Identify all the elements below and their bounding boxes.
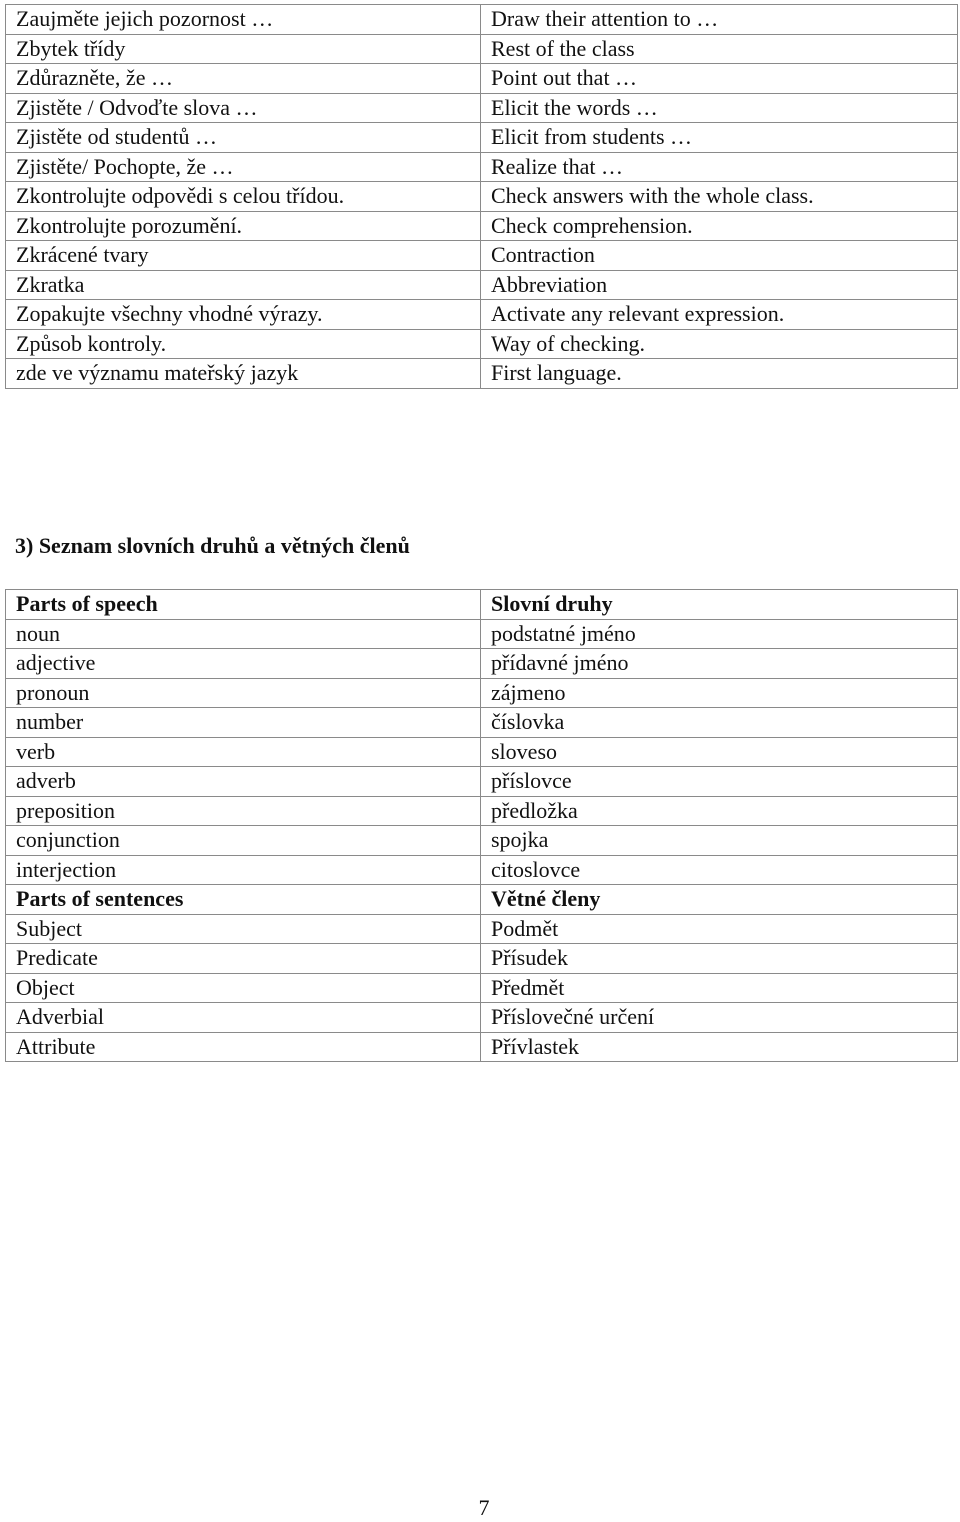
glossary-row-left-cell: Způsob kontroly. [6, 329, 481, 359]
speech-row-left-cell: Adverbial [6, 1003, 481, 1033]
glossary-row-left-cell: zde ve významu mateřský jazyk [6, 359, 481, 389]
speech-row-left-cell: conjunction [6, 826, 481, 856]
speech-row-right-cell: příslovce [481, 767, 958, 797]
speech-row-left-cell: Object [6, 973, 481, 1003]
glossary-row [6, 5, 958, 35]
glossary-row-right-cell: Realize that … [481, 152, 958, 182]
speech-row-right-cell: zájmeno [481, 678, 958, 708]
glossary-row-right-cell: Contraction [481, 241, 958, 271]
speech-row-right-cell: předložka [481, 796, 958, 826]
speech-row-right-cell: Podmět [481, 914, 958, 944]
glossary-row-left-cell: Zdůrazněte, že … [6, 64, 481, 94]
speech-row-right-cell: Přívlastek [481, 1032, 958, 1062]
speech-row-right-cell: Předmět [481, 973, 958, 1003]
glossary-row-left-cell: Zjistěte / Odvoďte slova … [6, 93, 481, 123]
speech-row-right-cell: Větné členy [481, 885, 958, 915]
glossary-row-right-cell: First language. [481, 359, 958, 389]
glossary-row [6, 152, 958, 182]
speech-row-right-cell: číslovka [481, 708, 958, 738]
glossary-row-left-cell: Zjistěte/ Pochopte, že … [6, 152, 481, 182]
speech-row-right-cell: Slovní druhy [481, 590, 958, 620]
speech-row [6, 885, 958, 915]
speech-row-right-cell: spojka [481, 826, 958, 856]
speech-row [6, 796, 958, 826]
glossary-row [6, 123, 958, 153]
speech-row [6, 826, 958, 856]
glossary-row-left-cell: Zjistěte od studentů … [6, 123, 481, 153]
glossary-table-body [6, 5, 958, 389]
glossary-row-right-cell: Check answers with the whole class. [481, 182, 958, 212]
speech-row [6, 649, 958, 679]
glossary-row-left-cell: Zkontrolujte odpovědi s celou třídou. [6, 182, 481, 212]
speech-row-left-cell: noun [6, 619, 481, 649]
glossary-row-right-cell: Elicit the words … [481, 93, 958, 123]
speech-row-left-cell: Predicate [6, 944, 481, 974]
speech-row-right-cell: přídavné jméno [481, 649, 958, 679]
speech-row [6, 1032, 958, 1062]
speech-row-left-cell: Subject [6, 914, 481, 944]
speech-row [6, 678, 958, 708]
speech-row [6, 944, 958, 974]
speech-row-left-cell: adverb [6, 767, 481, 797]
speech-row-right-cell: sloveso [481, 737, 958, 767]
glossary-row-right-cell: Elicit from students … [481, 123, 958, 153]
glossary-row [6, 329, 958, 359]
speech-row [6, 1003, 958, 1033]
glossary-row [6, 93, 958, 123]
speech-row [6, 737, 958, 767]
speech-row-left-cell: Attribute [6, 1032, 481, 1062]
parts-of-speech-table-body [6, 590, 958, 1062]
glossary-row [6, 182, 958, 212]
glossary-row [6, 34, 958, 64]
speech-row-right-cell: Přísudek [481, 944, 958, 974]
glossary-row [6, 359, 958, 389]
speech-row-left-cell: preposition [6, 796, 481, 826]
speech-row [6, 914, 958, 944]
glossary-row-right-cell: Rest of the class [481, 34, 958, 64]
glossary-table [5, 4, 958, 389]
glossary-row [6, 64, 958, 94]
speech-row [6, 590, 958, 620]
glossary-row-left-cell: Zkrácené tvary [6, 241, 481, 271]
speech-row-left-cell: verb [6, 737, 481, 767]
glossary-row-right-cell: Draw their attention to … [481, 5, 958, 35]
speech-row-left-cell: number [6, 708, 481, 738]
glossary-row-right-cell: Activate any relevant expression. [481, 300, 958, 330]
glossary-row-right-cell: Abbreviation [481, 270, 958, 300]
glossary-row-right-cell: Check comprehension. [481, 211, 958, 241]
speech-row-right-cell: podstatné jméno [481, 619, 958, 649]
glossary-row [6, 270, 958, 300]
speech-row [6, 767, 958, 797]
speech-row [6, 855, 958, 885]
section-heading: 3) Seznam slovních druhů a větných členů [15, 533, 410, 558]
speech-row-left-cell: adjective [6, 649, 481, 679]
glossary-row [6, 211, 958, 241]
parts-of-speech-table [5, 589, 958, 1062]
speech-row-left-cell: interjection [6, 855, 481, 885]
speech-row [6, 708, 958, 738]
speech-row-left-cell: Parts of sentences [6, 885, 481, 915]
speech-row-right-cell: citoslovce [481, 855, 958, 885]
speech-row [6, 973, 958, 1003]
speech-row-right-cell: Příslovečné určení [481, 1003, 958, 1033]
glossary-row-left-cell: Zaujměte jejich pozornost … [6, 5, 481, 35]
speech-row [6, 619, 958, 649]
glossary-row-right-cell: Point out that … [481, 64, 958, 94]
glossary-row-right-cell: Way of checking. [481, 329, 958, 359]
glossary-row-left-cell: Zbytek třídy [6, 34, 481, 64]
glossary-row [6, 241, 958, 271]
speech-row-left-cell: Parts of speech [6, 590, 481, 620]
glossary-row-left-cell: Zkratka [6, 270, 481, 300]
speech-row-left-cell: pronoun [6, 678, 481, 708]
glossary-row-left-cell: Zopakujte všechny vhodné výrazy. [6, 300, 481, 330]
glossary-row-left-cell: Zkontrolujte porozumění. [6, 211, 481, 241]
page-number: 7 [478, 1495, 490, 1520]
glossary-row [6, 300, 958, 330]
